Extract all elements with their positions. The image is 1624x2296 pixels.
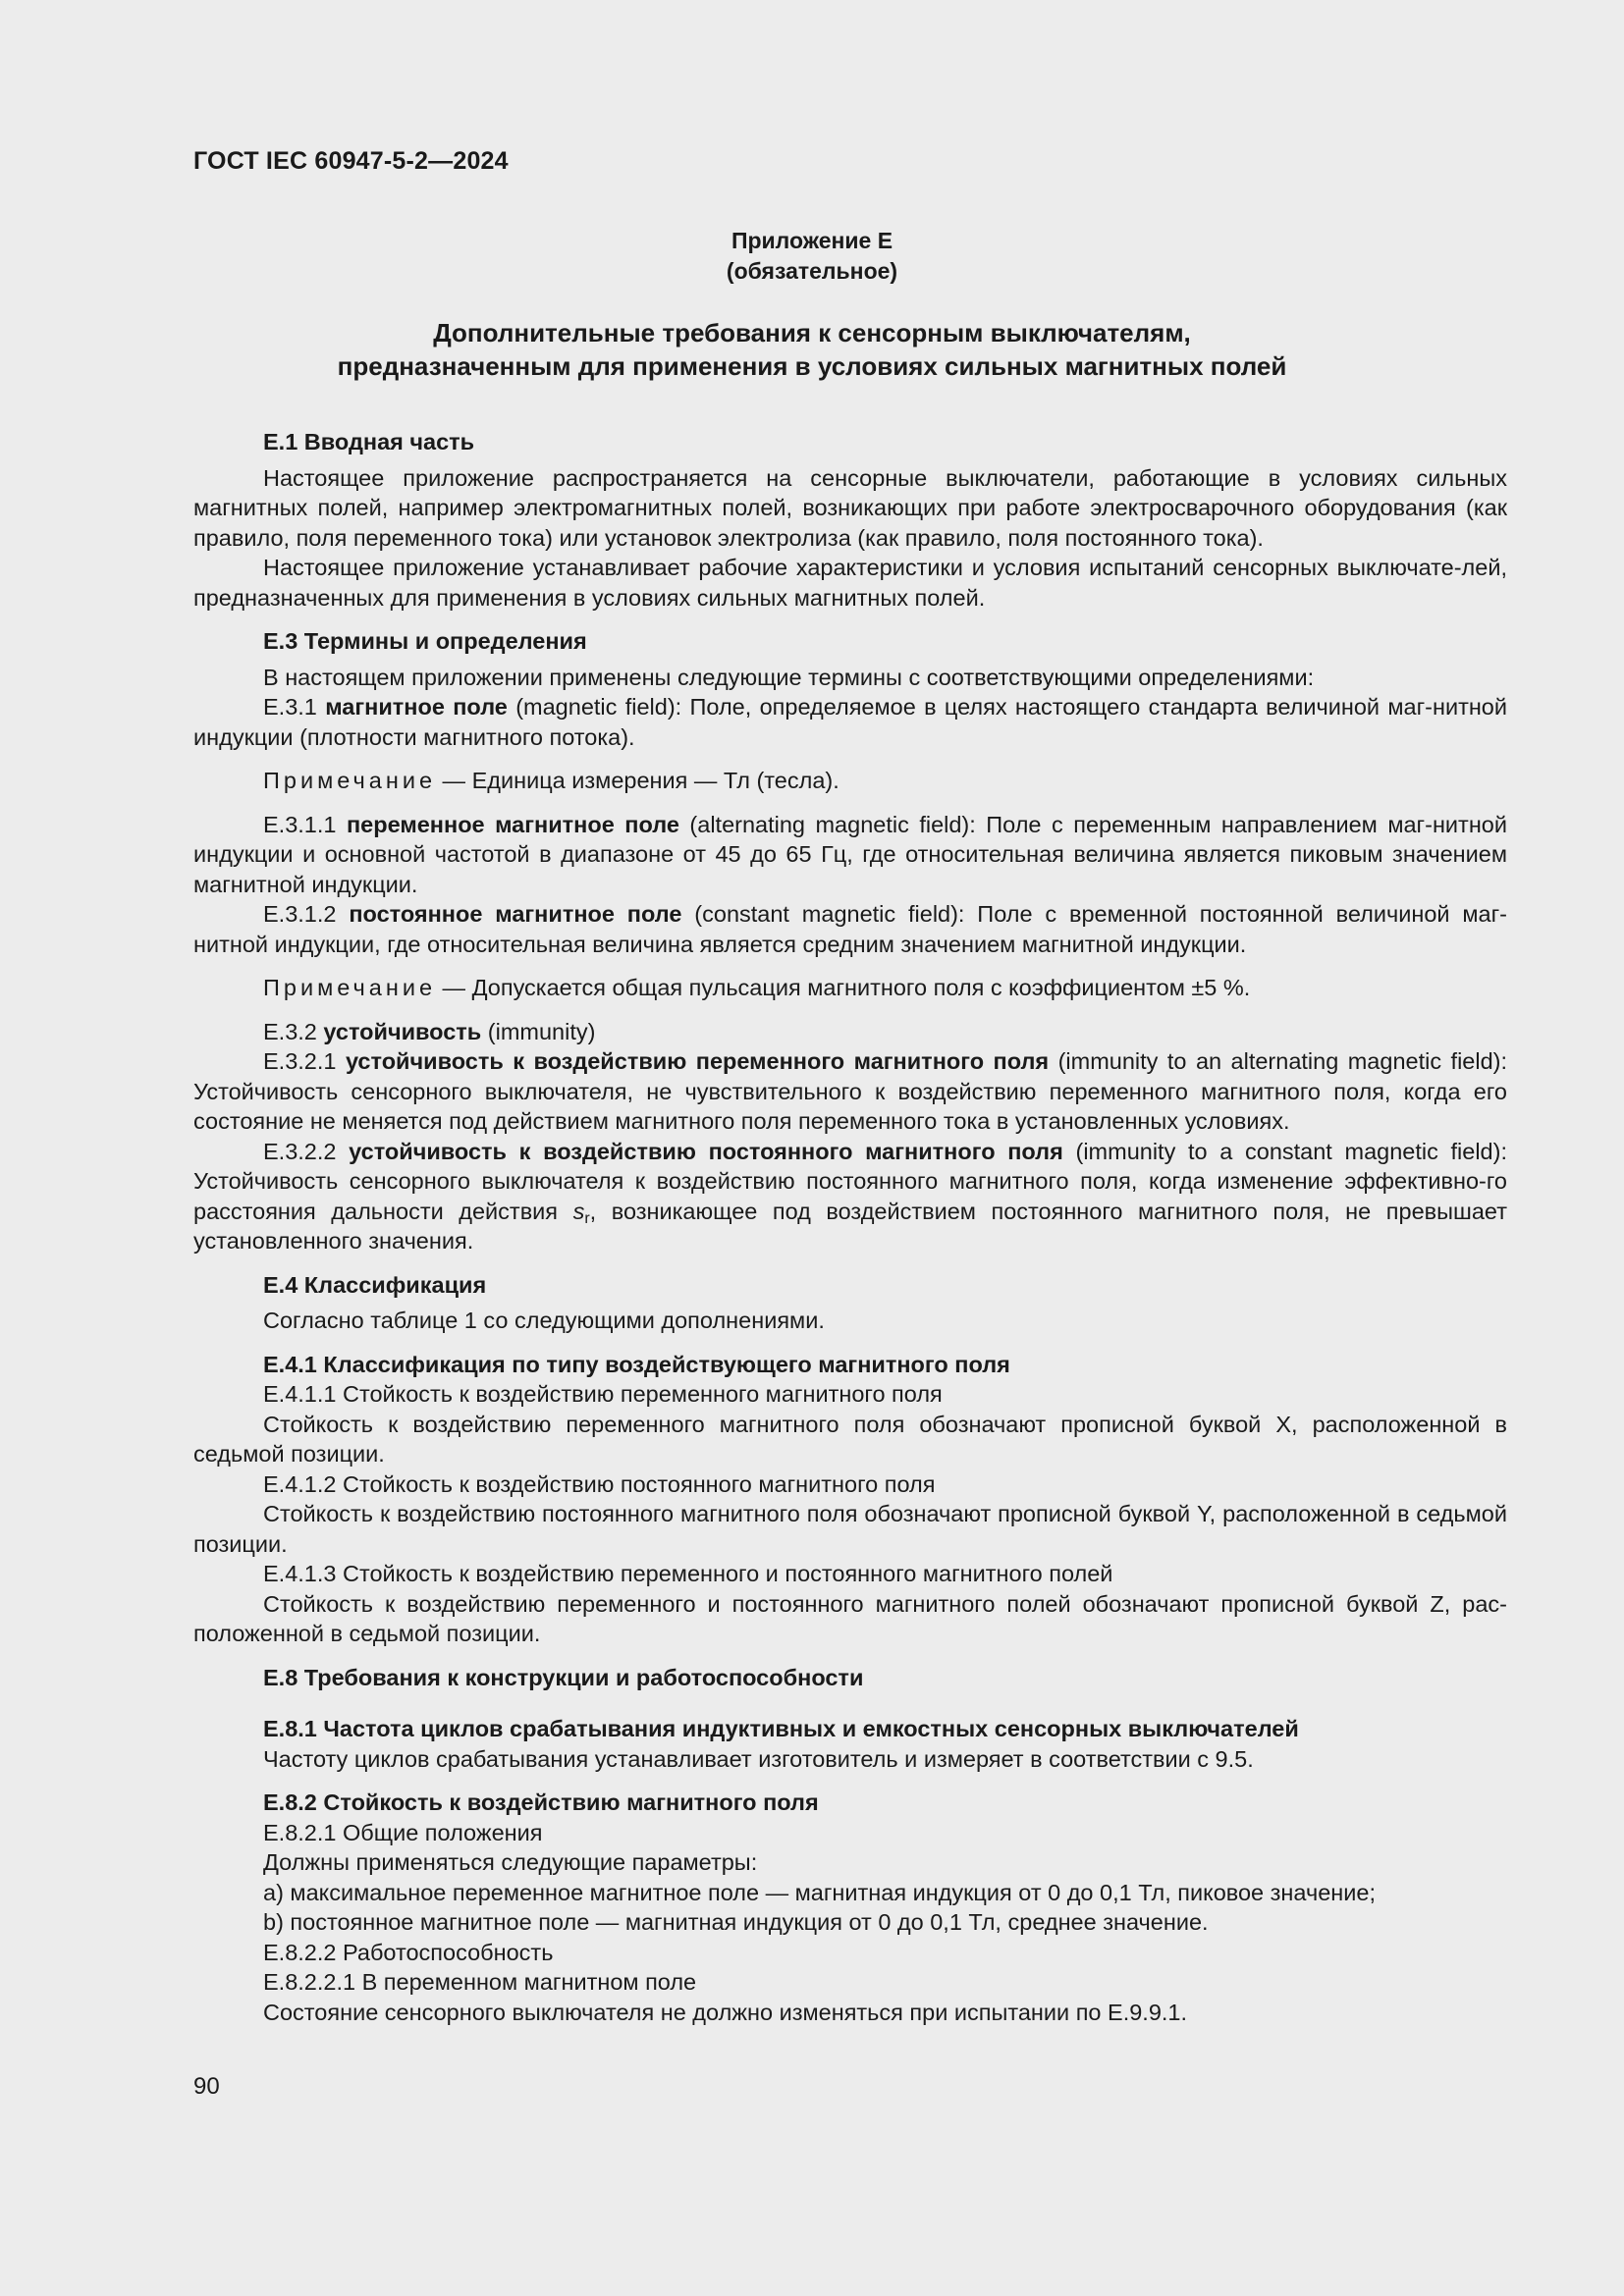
note-label: Примечание <box>263 975 437 1000</box>
definition-e3-1-1 <box>193 810 1507 900</box>
clause-number: Е.3.1.1 <box>263 811 347 837</box>
paragraph: Частоту циклов срабатывания устанавливает изготовитель и измеряет в соответствии с 9.5. <box>263 1745 1254 1772</box>
clause-title-e8-2-2: Е.8.2.2 Работоспособность <box>263 1939 554 1965</box>
clause-number: Е.3.1.2 <box>263 901 350 927</box>
definition-e3-1 <box>193 692 1507 752</box>
definition-e3-2-2 <box>193 1137 1507 1256</box>
term: устойчивость к воздействию постоянного магнитного поля <box>349 1138 1063 1164</box>
appendix-label-block <box>0 226 1624 287</box>
term: магнитное поле <box>325 694 508 720</box>
section-heading-e3: Е.3 Термины и определения <box>263 628 587 654</box>
paragraph: Состояние сенсорного выключателя не должно изменяться при испытании по Е.9.9.1. <box>263 1999 1188 2025</box>
paragraph: В настоящем приложении применены следующие термины с соответствующими определениями: <box>263 664 1315 690</box>
section-heading-e8-2: Е.8.2 Стойкость к воздействию магнитного поля <box>263 1789 819 1815</box>
appendix-title-line-2: предназначенным для применения в условиях сильных магнитных полей <box>337 351 1287 381</box>
section-heading-e8-1: Е.8.1 Частота циклов срабатывания индуктивных и емкостных сенсорных выключателей <box>263 1716 1299 1741</box>
clause-number: Е.3.2.1 <box>263 1048 346 1074</box>
definition-text: (alternating magnetic field): Поле с переменным направлением маг-нитной индукции и основной частотой в диапазоне от 45 до 65 Гц, где относительная величина является пиковым значением магнитной индукции. <box>193 811 1507 897</box>
paragraph: Стойкость к воздействию постоянного магнитного поля обозначают прописной буквой Y, расположенной в седьмой позиции. <box>193 1501 1507 1557</box>
clause-number: Е.3.2 <box>263 1018 324 1044</box>
document-body <box>193 427 1507 2027</box>
paragraph: Согласно таблице 1 со следующими дополнениями. <box>263 1308 825 1333</box>
clause-number: Е.3.1 <box>263 694 326 720</box>
section-heading-e4: Е.4 Классификация <box>263 1271 487 1298</box>
definition-text: (immunity) <box>481 1018 596 1044</box>
definition-e3-2-1 <box>193 1046 1507 1137</box>
paragraph: Стойкость к воздействию переменного магнитного поля обозначают прописной буквой X, расположенной в седьмой позиции. <box>193 1411 1507 1467</box>
page-number: 90 <box>193 2073 220 2100</box>
clause-title-e4-1-2: Е.4.1.2 Стойкость к воздействию постоянного магнитного поля <box>263 1470 936 1497</box>
list-item-b: b) постоянное магнитное поле — магнитная индукция от 0 до 0,1 Тл, среднее значение. <box>263 1909 1209 1935</box>
document-code: ГОСТ IEC 60947-5-2—2024 <box>193 147 509 175</box>
symbol-subscript: r <box>584 1209 590 1227</box>
appendix-title-line-1: Дополнительные требования к сенсорным выключателям, <box>433 318 1191 347</box>
definition-text: (constant magnetic field): Поле с временной постоянной величиной маг-нитной индукции, где относительная величина является средним значением магнитной индукции. <box>193 901 1508 957</box>
term: устойчивость <box>323 1018 482 1044</box>
definition-text-end: , возникающее под воздействием постоянного магнитного поля, не превышает установленного значения. <box>193 1198 1507 1254</box>
appendix-title <box>0 316 1624 383</box>
section-heading-e8: Е.8 Требования к конструкции и работоспособности <box>263 1664 864 1690</box>
note-1 <box>193 766 1507 796</box>
note-2 <box>193 973 1507 1003</box>
clause-number: Е.3.2.2 <box>263 1138 350 1164</box>
definition-e3-2 <box>193 1017 1507 1047</box>
paragraph: Настоящее приложение устанавливает рабочие характеристики и условия испытаний сенсорных выключате-лей, предназначенных для применения в условиях сильных магнитных полей. <box>193 555 1507 611</box>
section-heading-e4-1: Е.4.1 Классификация по типу воздействующего магнитного поля <box>263 1351 1010 1377</box>
list-item-a: a) максимальное переменное магнитное поле — магнитная индукция от 0 до 0,1 Тл, пиковое значение; <box>263 1879 1376 1905</box>
definition-text: (immunity to a constant magnetic field): Устойчивость сенсорного выключателя к воздействию постоянного магнитного поля, когда изменение эффективно-го расстояния дальности действия <box>193 1138 1507 1224</box>
appendix-label: Приложение Е <box>731 228 893 253</box>
note-text: — Единица измерения — Тл (тесла). <box>436 768 839 793</box>
paragraph: Стойкость к воздействию переменного и постоянного магнитного полей обозначают прописной буквой Z, рас-положенной в седьмой позиции. <box>193 1590 1507 1646</box>
symbol-s: s <box>572 1198 585 1224</box>
term: постоянное магнитное поле <box>349 901 682 927</box>
section-heading-e1: Е.1 Вводная часть <box>263 429 475 454</box>
definition-text: (magnetic field): Поле, определяемое в целях настоящего стандарта величиной маг-нитной индукции (плотности магнитного потока). <box>193 694 1508 750</box>
clause-title-e4-1-3: Е.4.1.3 Стойкость к воздействию переменного и постоянного магнитного полей <box>263 1561 1113 1586</box>
definition-e3-1-2 <box>193 899 1507 959</box>
term: переменное магнитное поле <box>346 811 679 837</box>
clause-title-e8-2-1: Е.8.2.1 Общие положения <box>263 1819 543 1845</box>
term: устойчивость к воздействию переменного магнитного поля <box>345 1048 1050 1074</box>
appendix-status: (обязательное) <box>726 258 898 284</box>
note-text: — Допускается общая пульсация магнитного поля с коэффициентом ±5 %. <box>436 975 1251 1000</box>
definition-text: (immunity to an alternating magnetic field): Устойчивость сенсорного выключателя, не чувствительного к воздействию переменного магнитного поля, когда его состояние не меняется под действием магнитного поля переменного тока в установленных условиях. <box>193 1048 1508 1134</box>
paragraph: Настоящее приложение распространяется на сенсорные выключатели, работающие в условиях сильных магнитных полей, например электромагнитных полей, возникающих при работе электросварочного оборудования (как правило, поля переменного тока) или установок электролиза (как правило, поля постоянного тока). <box>193 464 1507 551</box>
note-label: Примечание <box>263 768 437 793</box>
clause-title-e4-1-1: Е.4.1.1 Стойкость к воздействию переменного магнитного поля <box>263 1381 943 1407</box>
paragraph: Должны применяться следующие параметры: <box>263 1849 758 1875</box>
clause-title-e8-2-2-1: Е.8.2.2.1 В переменном магнитном поле <box>263 1969 697 1995</box>
